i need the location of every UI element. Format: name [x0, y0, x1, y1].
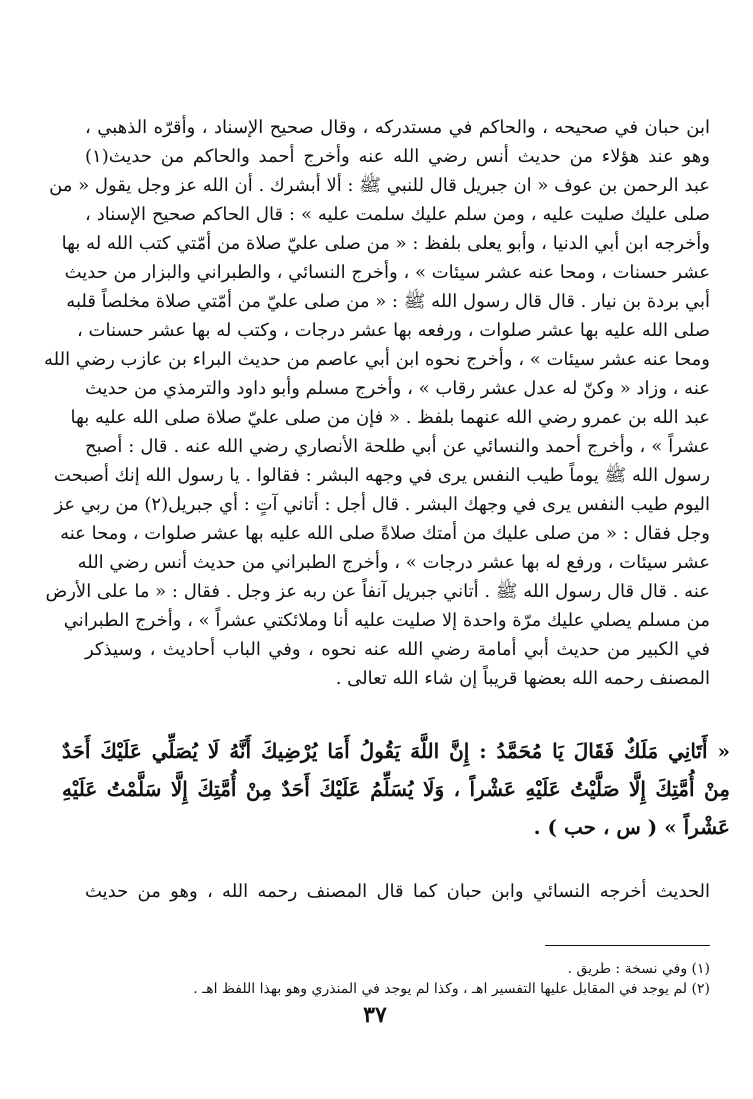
commentary-line: وجل فقال : « من صلى عليك من أمتك صلاةً صلى الله عليه بها عشر صلوات ، ومحا عنه: [60, 523, 710, 544]
commentary-line: عشر حسنات ، ومحا عنه عشر سيئات » ، وأخرج النسائي ، والطبراني والبزار من حديث: [64, 262, 710, 283]
commentary-line: رسول الله ﷺ يوماً طيب النفس يرى في وجهه البشر : فقالوا . يا رسول الله إنك أصبحت: [53, 465, 710, 486]
commentary-line: الحديث أخرجه النسائي وابن حبان كما قال المصنف رحمه الله ، وهو من حديث: [85, 881, 710, 902]
commentary-line: في الكبير من حديث أبي أمامة رضي الله عنه نحوه ، وفي الباب أحاديث ، وسيذكر: [85, 639, 710, 660]
hadith-line: « أَتَانِي مَلَكٌ فَقَالَ يَا مُحَمَّدُ : إِنَّ اللَّهَ يَقُولُ أَمَا يُرْضِيكَ أَنَّهُ لَا يُصَلِّي عَلَيْكَ أَحَدٌ: [62, 739, 730, 763]
commentary-line: عنه . قال قال رسول الله ﷺ . أتاني جبريل آنفاً عن ربه عز وجل . فقال : « ما على الأرض: [45, 581, 710, 602]
footnote-divider: [545, 945, 710, 946]
page-number: ٣٧: [363, 1002, 387, 1028]
commentary-line: صلى الله عليه بها عشر صلوات ، ورفعه بها عشر درجات ، وكتب له بها عشر حسنات ،: [76, 320, 710, 341]
commentary-line: اليوم طيب النفس يرى في وجهك البشر . قال أجل : أتاني آتٍ : أي جبريل(٢) من ربي عز: [54, 494, 710, 515]
footnote: (١) وفي نسخة : طريق .: [567, 961, 710, 977]
commentary-line: ومحا عنه عشر سيئات » ، وأخرج نحوه ابن أبي عاصم من حديث البراء بن عازب رضي الله: [44, 349, 710, 370]
commentary-line: من مسلم يصلي عليك مرّة واحدة إلا صليت عليه أنا وملائكتي عشراً » ، وأخرج الطبراني: [63, 610, 710, 631]
commentary-line: ابن حبان في صحيحه ، والحاكم في مستدركه ، وقال صحيح الإسناد ، وأقرّه الذهبي ،: [85, 117, 710, 138]
commentary-line: المصنف رحمه الله بعضها قريباً إن شاء الله تعالى .: [335, 668, 710, 689]
commentary-line: عبد الله بن عمرو رضي الله عنهما بلفظ . « فإن من صلى عليّ صلاة صلى الله عليه بها: [70, 407, 710, 428]
commentary-line: عنه ، وزاد « وكنّ له عدل عشر رقاب » ، وأخرج مسلم وأبو داود والترمذي من حديث: [84, 378, 710, 399]
commentary-line: صلى عليك صليت عليه ، ومن سلم عليك سلمت عليه » : قال الحاكم صحيح الإسناد ،: [85, 204, 710, 225]
commentary-line: عشر سيئات ، ورفع له بها عشر درجات » ، وأخرج الطبراني من حديث أنس رضي الله: [77, 552, 710, 573]
commentary-line: عشراً » ، وأخرج أحمد والنسائي عن أبي طلحة الأنصاري رضي الله عنه . قال : أصبح: [85, 436, 710, 457]
footnote: (٢) لم يوجد في المقابل عليها التفسير اهـ ، وكذا لم يوجد في المنذري وهو بهذا اللفظ اهـ .: [193, 981, 710, 997]
commentary-line: وهو عند هؤلاء من حديث أنس رضي الله عنه وأخرج أحمد والحاكم من حديث(١): [85, 146, 710, 167]
commentary-line: عبد الرحمن بن عوف « ان جبريل قال للنبي ﷺ : ألا أبشرك . أن الله عز وجل يقول « من: [49, 175, 710, 196]
commentary-line: أبي بردة بن نيار . قال قال رسول الله ﷺ : « من صلى عليّ من أمّتي صلاة مخلصاً قلبه: [66, 291, 710, 312]
hadith-line: مِنْ أُمَّتِكَ إِلَّا صَلَّيْتُ عَلَيْهِ عَشْراً ، وَلَا يُسَلِّمُ عَلَيْكَ أَحَدٌ مِنْ أُمَّتِكَ إِلَّا سَلَّمْتُ عَلَيْهِ: [62, 777, 730, 801]
hadith-line: عَشْراً » ( س ، حب ) .: [533, 815, 730, 839]
commentary-line: وأخرجه ابن أبي الدنيا ، وأبو يعلى بلفظ : « من صلى عليّ صلاة من أمّتي كتب الله له بها: [61, 233, 710, 254]
